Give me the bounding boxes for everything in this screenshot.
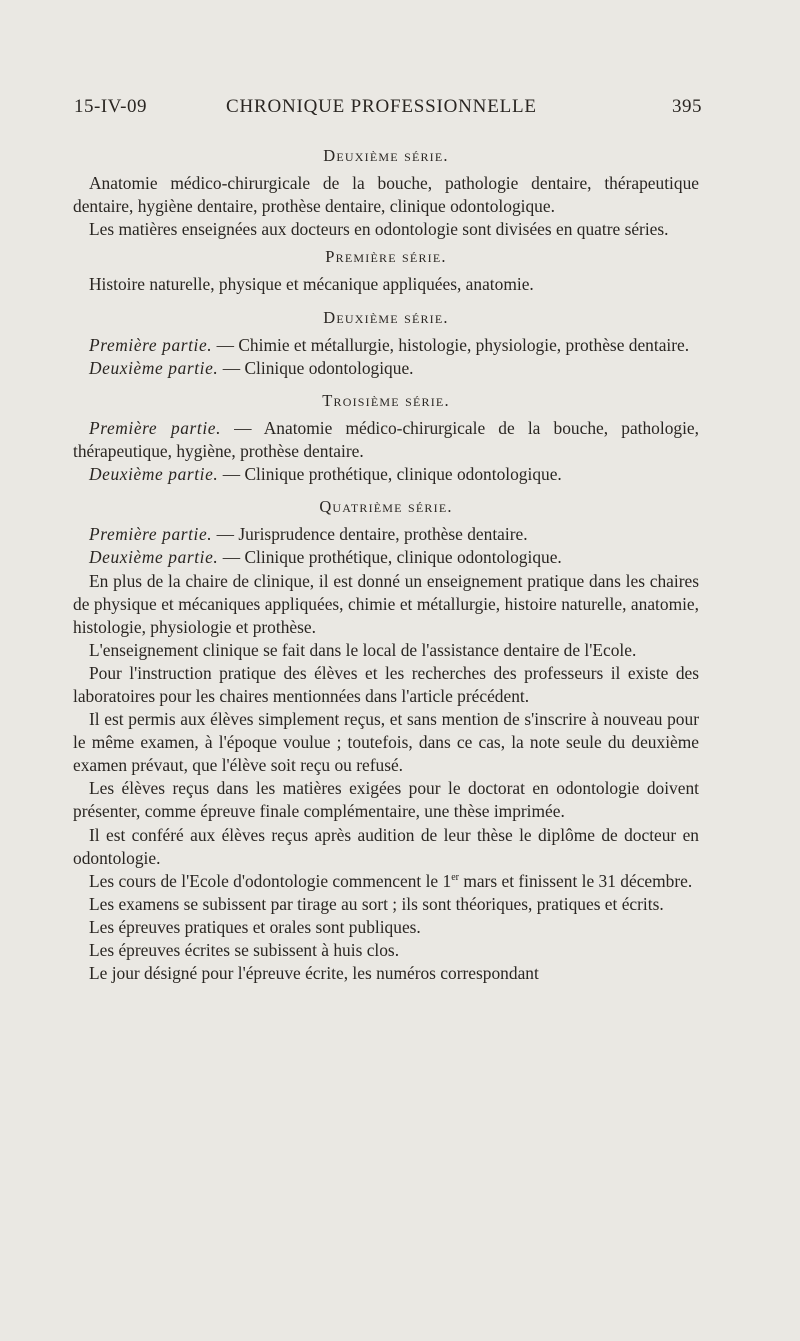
- page-number: 395: [672, 96, 702, 117]
- part-label: Deuxième partie.: [89, 547, 219, 568]
- paragraph: Pour l'instruction pratique des élèves et les recherches des professeurs il existe des laboratoires pour les chaires mentionnées dans l'article précédent.: [73, 662, 699, 706]
- part-label: Première partie.: [89, 524, 213, 545]
- paragraph: Les élèves reçus dans les matières exigées pour le doctorat en odontologie doivent présenter, comme épreuve finale complémentaire, une thèse imprimée.: [73, 778, 699, 822]
- header-title: CHRONIQUE PROFESSIONNELLE: [226, 96, 537, 117]
- section-heading: Quatrième série.: [319, 497, 453, 517]
- paragraph: Les matières enseignées aux docteurs en odontologie sont divisées en quatre séries.: [89, 219, 669, 240]
- paragraph: Anatomie médico-chirurgicale de la bouche, pathologie dentaire, thérapeutique dentaire, hygiène dentaire, prothèse dentaire, clinique odontologique.: [73, 173, 699, 217]
- part-label: Première partie.: [89, 417, 222, 438]
- paragraph: Il est permis aux élèves simplement reçus, et sans mention de s'inscrire à nouveau pour le même examen, à l'époque voulue ; toutefois, dans ce cas, la note seule du deuxième examen prévaut, que l'élève soit reçu ou refusé.: [73, 709, 699, 776]
- part-label: Première partie.: [89, 334, 213, 355]
- paragraph: Histoire naturelle, physique et mécanique appliquées, anatomie.: [89, 274, 534, 295]
- paragraph: Première partie. — Anatomie médico-chirurgicale de la bouche, pathologie, thérapeutique, hygiène, prothèse dentaire.: [73, 417, 700, 462]
- paragraph: Deuxième partie. — Clinique prothétique, clinique odontologique.: [89, 464, 562, 485]
- paragraph: Les épreuves écrites se subissent à huis clos.: [89, 940, 400, 960]
- paragraph: Première partie. — Jurisprudence dentaire, prothèse dentaire.: [89, 524, 528, 545]
- paragraph: Les cours de l'Ecole d'odontologie commencent le 1er mars et finissent le 31 décembre.: [89, 870, 693, 891]
- paragraph: L'enseignement clinique se fait dans le local de l'assistance dentaire de l'Ecole.: [89, 639, 637, 660]
- paragraph: Il est conféré aux élèves reçus après audition de leur thèse le diplôme de docteur en odontologie.: [73, 824, 699, 868]
- running-header: [74, 96, 704, 126]
- paragraph: Les examens se subissent par tirage au sort ; ils sont théoriques, pratiques et écrits.: [89, 893, 664, 914]
- section-heading: Première série.: [325, 247, 447, 267]
- paragraph: Première partie. — Chimie et métallurgie, histologie, physiologie, prothèse dentaire.: [89, 334, 690, 355]
- section-heading: Deuxième série.: [323, 146, 449, 165]
- header-date: 15-IV-09: [74, 96, 147, 117]
- part-label: Deuxième partie.: [89, 357, 219, 378]
- paragraph: Les épreuves pratiques et orales sont publiques.: [89, 916, 421, 937]
- section-heading: Troisième série.: [322, 390, 450, 410]
- paragraph: En plus de la chaire de clinique, il est donné un enseignement pratique dans les chaires de physique et mécaniques appliquées, chimie et métallurgie, histoire naturelle, anatomie, histologie, physiologie et prothèse.: [73, 570, 699, 637]
- part-label: Deuxième partie.: [89, 464, 219, 485]
- section-heading: Deuxième série.: [323, 307, 449, 327]
- body-text: [73, 140, 699, 985]
- paragraph: Le jour désigné pour l'épreuve écrite, les numéros correspondant: [89, 963, 539, 984]
- paragraph: Deuxième partie. — Clinique odontologique.: [89, 357, 414, 378]
- paragraph: Deuxième partie. — Clinique prothétique, clinique odontologique.: [89, 547, 562, 568]
